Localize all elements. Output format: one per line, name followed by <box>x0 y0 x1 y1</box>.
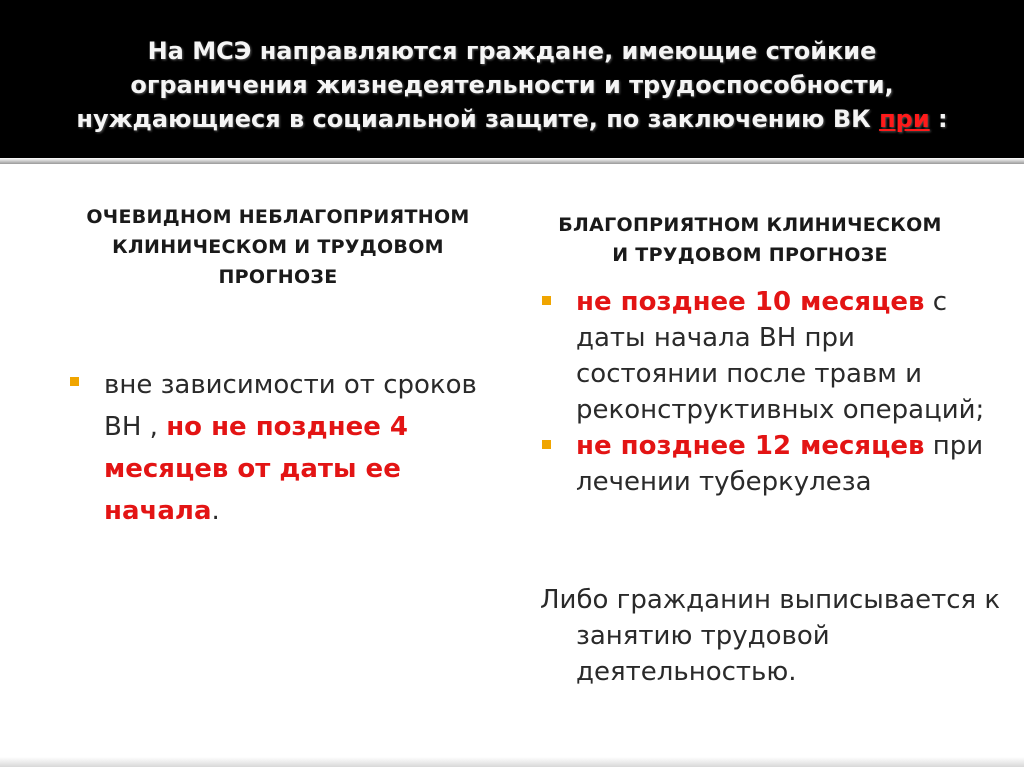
title-line-2: ограничения жизнедеятельности и трудоспособности, <box>130 71 894 99</box>
title-line-3-text: нуждающиеся в социальной защите, по заключению ВК <box>76 105 880 133</box>
right-heading-line-1: БЛАГОПРИЯТНОМ КЛИНИЧЕСКОМ <box>558 214 942 236</box>
left-bullet-list <box>68 364 508 532</box>
title-colon: : <box>929 105 948 133</box>
slide-title <box>40 34 984 136</box>
list-item <box>68 364 508 532</box>
left-heading-line-3: ПРОГНОЗЕ <box>218 266 338 288</box>
title-highlight: при <box>879 105 930 133</box>
right-bullet-2-text: при лечении туберкулеза <box>576 431 984 497</box>
square-bullet-icon <box>70 377 79 386</box>
left-bullet-emphasis: но не позднее 4 месяцев от даты ее начала <box>104 412 409 526</box>
right-bullet-1-emphasis: не позднее 10 месяцев <box>576 287 925 317</box>
list-item <box>540 284 990 428</box>
left-heading-line-1: ОЧЕВИДНОМ НЕБЛАГОПРИЯТНОМ <box>86 206 470 228</box>
bottom-band <box>0 757 1024 767</box>
title-line-1: На МСЭ направляются граждане, имеющие стойкие <box>147 37 877 65</box>
right-bullet-1-text: с даты начала ВН при состоянии после травм и реконструктивных операций; <box>576 287 985 425</box>
right-bullet-2-emphasis: не позднее 12 месяцев <box>576 431 925 461</box>
left-bullet-text: вне зависимости от сроков ВН , <box>104 370 477 442</box>
left-heading-line-2: КЛИНИЧЕСКОМ И ТРУДОВОМ <box>112 236 444 258</box>
right-heading-line-2: И ТРУДОВОМ ПРОГНОЗЕ <box>612 244 888 266</box>
left-column-heading <box>58 202 498 292</box>
right-bullet-list <box>540 284 990 500</box>
closing-note: Либо гражданин выписывается к занятию трудовой деятельностью. <box>540 585 1001 687</box>
title-bar <box>0 0 1024 158</box>
left-bullet-period: . <box>211 496 220 526</box>
title-line-3 <box>40 102 984 136</box>
square-bullet-icon <box>542 296 551 305</box>
right-column-heading <box>520 210 980 270</box>
list-item <box>540 428 990 500</box>
square-bullet-icon <box>542 440 551 449</box>
title-divider <box>0 158 1024 164</box>
